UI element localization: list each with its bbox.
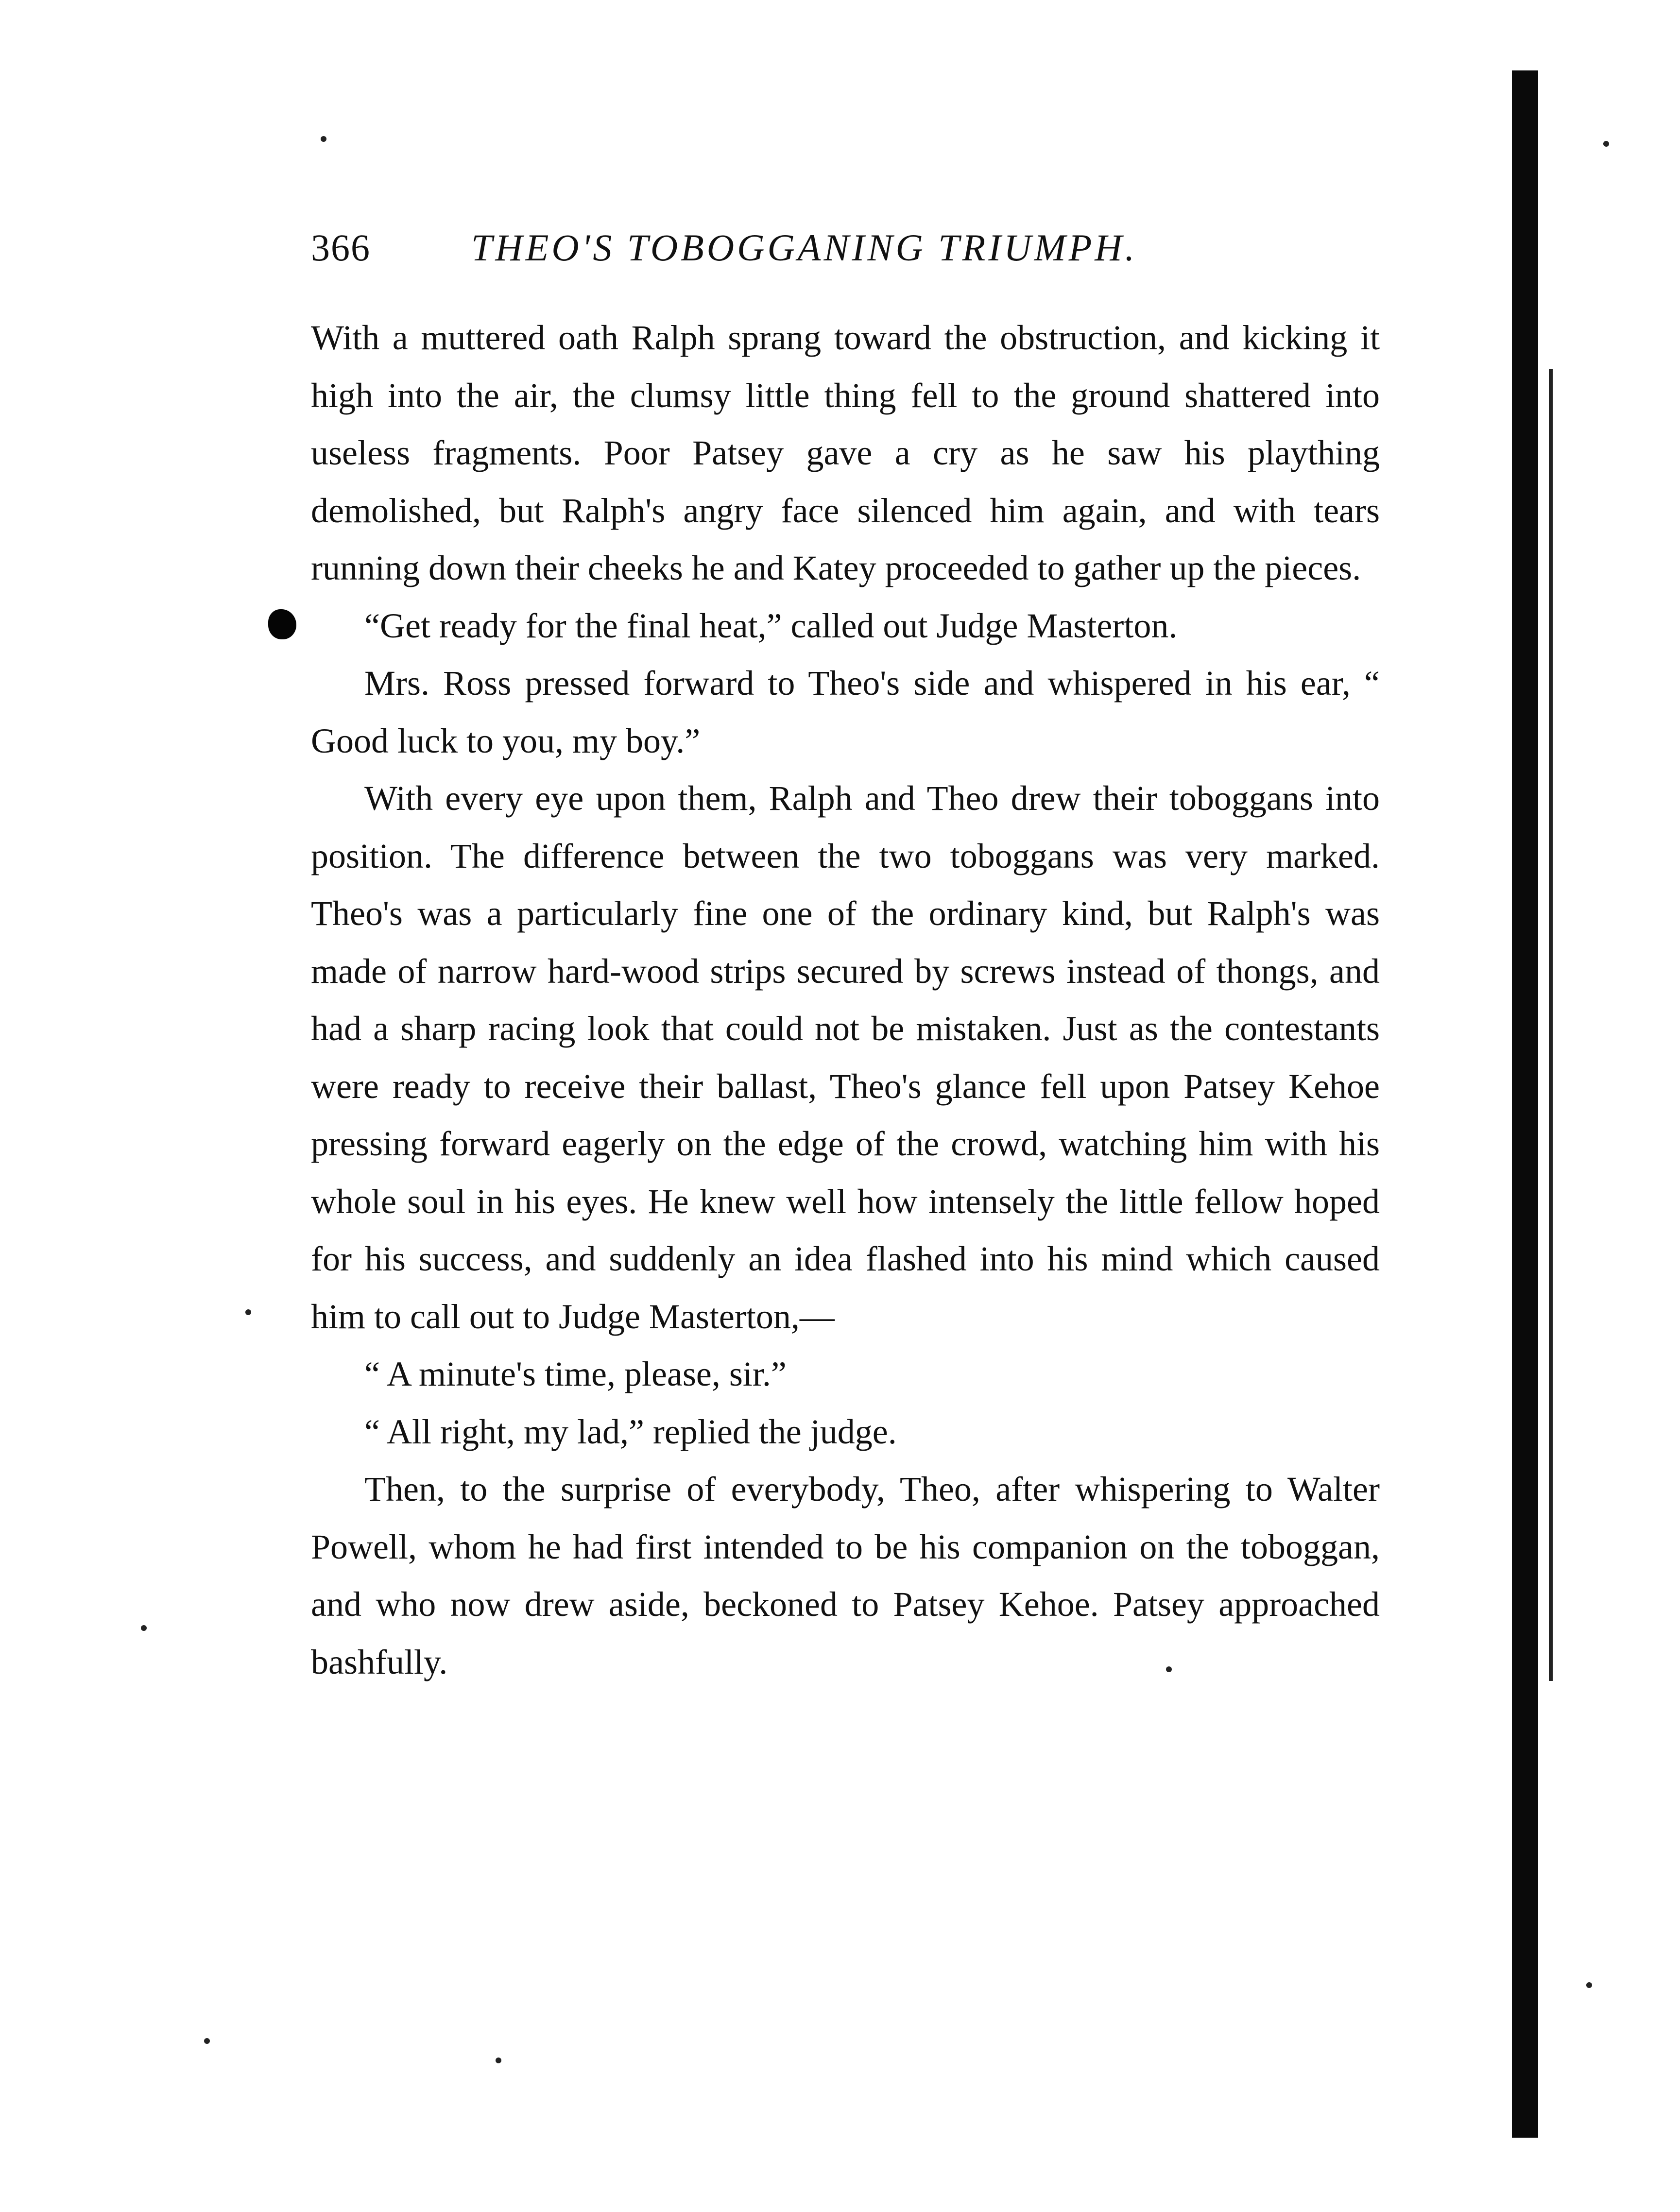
paper-speck	[496, 2058, 501, 2063]
paper-speck	[245, 1309, 251, 1315]
paragraph: Then, to the surprise of everybody, Theo, after whispering to Walter Powell, whom he had first intended to be his companion on the toboggan, and who now drew aside, beckoned to Patsey Kehoe. Patsey approached bashfully.	[311, 1470, 1380, 1681]
paper-speck	[1166, 1666, 1172, 1672]
binding-edge-line	[1549, 369, 1553, 1681]
body-text	[311, 309, 1380, 1691]
paragraph: With every eye upon them, Ralph and Theo drew their toboggans into position. The difference between the two toboggans was very marked. Theo's was a particularly fine one of the ordinary kind, but Ralph's was made of narrow hard-wood strips secured by screws instead of thongs, and had a sharp racing look that could not be mistaken. Just as the contestants were ready to receive their ballast, Theo's glance fell upon Patsey Kehoe pressing forward eagerly on the edge of the crowd, watching him with his whole soul in his eyes. He knew well how intensely the little fellow hoped for his success, and suddenly an idea flashed into his mind which caused him to call out to Judge Masterton,—	[311, 779, 1380, 1336]
paper-speck	[1586, 1982, 1592, 1988]
running-title: THEO'S TOBOGGANING TRIUMPH.	[471, 226, 1138, 269]
paper-speck	[321, 136, 326, 142]
paragraph: With a muttered oath Ralph sprang toward the obstruction, and kicking it high into the air, the clumsy little thing fell to the ground shattered into useless fragments. Poor Patsey gave a cry as he saw his plaything demolished, but Ralph's angry face silenced him again, and with tears running down their cheeks he and Katey proceeded to gather up the pieces.	[311, 318, 1380, 587]
binding-shadow	[1512, 70, 1538, 2138]
running-header	[311, 219, 1380, 277]
page-number: 366	[311, 226, 371, 269]
paper-speck	[204, 2038, 210, 2044]
paragraph: “Get ready for the final heat,” called out Judge Masterton.	[364, 606, 1178, 645]
paragraph: “ A minute's time, please, sir.”	[364, 1355, 787, 1393]
ink-blot	[268, 609, 296, 639]
paragraph: Mrs. Ross pressed forward to Theo's side and whispered in his ear, “ Good luck to you, my boy.”	[311, 664, 1380, 760]
paper-speck	[141, 1625, 147, 1631]
paper-speck	[1603, 141, 1609, 147]
paragraph: “ All right, my lad,” replied the judge.	[364, 1412, 897, 1451]
